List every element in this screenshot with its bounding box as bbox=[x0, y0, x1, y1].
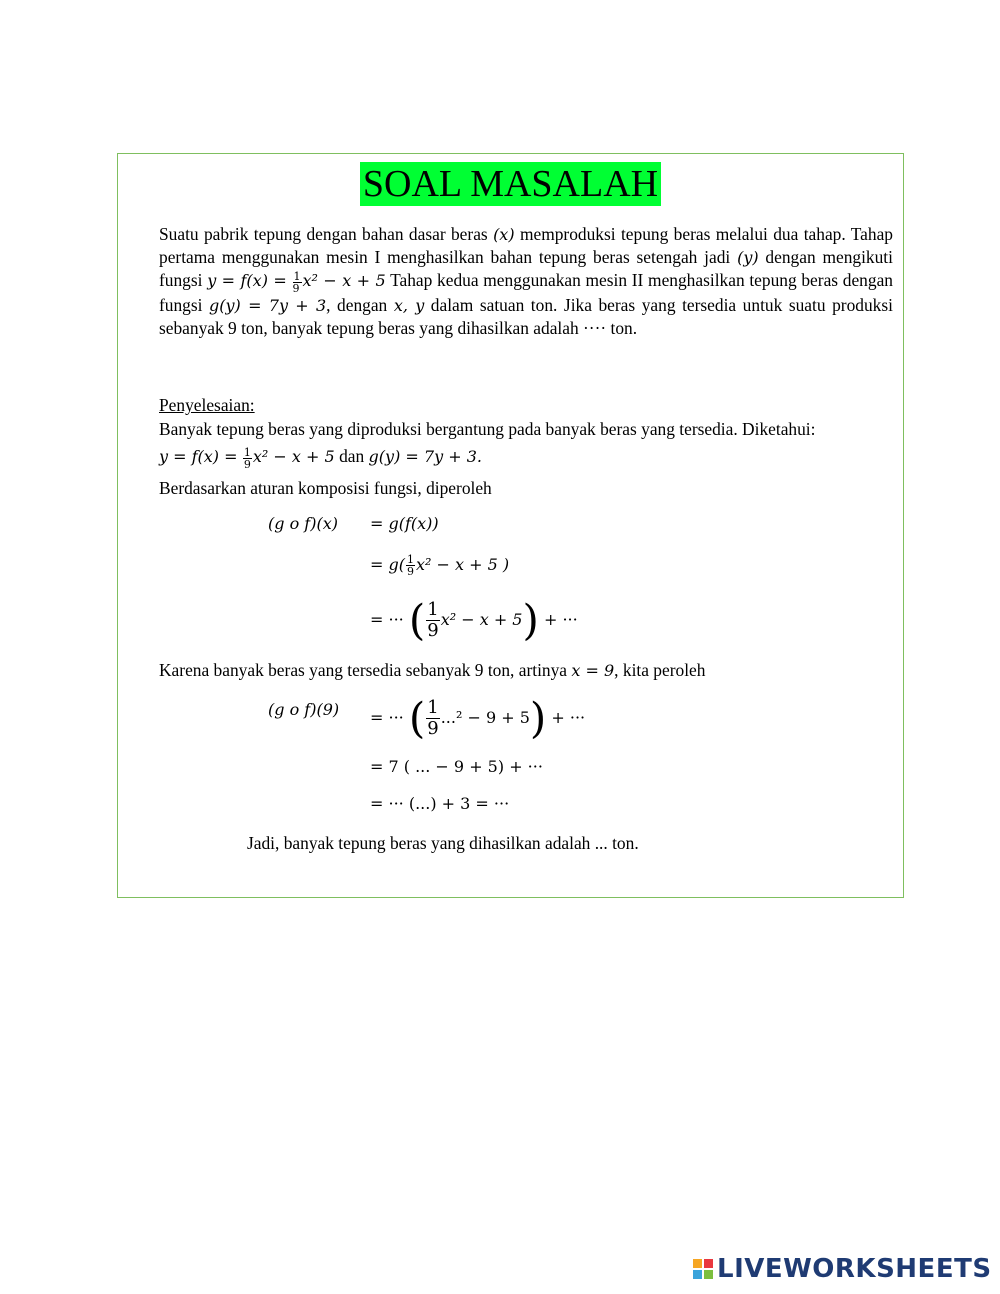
step4-left: (g o f)(9) bbox=[268, 700, 340, 719]
step5: = 7 ( ... − 9 + 5) + ··· bbox=[370, 757, 543, 776]
step1-right: = g(f(x)) bbox=[370, 514, 439, 533]
karena-line: Karena banyak beras yang tersedia sebanyak 9 ton, artinya x = 9, kita peroleh bbox=[159, 660, 706, 680]
fraction-one-ninth: $\frac{1}{9}$ bbox=[292, 269, 301, 295]
liveworksheets-logo-icon bbox=[693, 1259, 713, 1279]
solution-intro: Banyak tepung beras yang diproduksi bergantung pada banyak beras yang tersedia. Diketahui: bbox=[159, 419, 816, 439]
step3: = ··· ( $\frac{1}{9}$ x² − x + 5) + ··· bbox=[370, 595, 578, 645]
given-functions: y = f(x) = $\frac{1}{9}$ x² − x + 5 dan g(y) = 7y + 3. bbox=[159, 445, 482, 471]
step4: = ··· ( $\frac{1}{9}$ ...² − 9 + 5) + ··· bbox=[370, 693, 586, 743]
solution-heading: Penyelesaian: bbox=[159, 395, 255, 415]
page-title: SOAL MASALAH bbox=[360, 162, 661, 206]
problem-paragraph: Suatu pabrik tepung dengan bahan dasar beras (x) memproduksi tepung beras melalui dua tahap. Tahap pertama menggunakan mesin I menghasilkan bahan tepung beras setengah jadi (y) dengan mengikuti fungsi y = f(x) = $\frac{1}{9}$ x² − x + 5 Tahap kedua menggunakan mesin II menghasilkan tepung beras dengan fungsi g(y) = 7y + 3, dengan x, y dalam satuan ton. Jika beras yang tersedia untuk suatu produksi sebanyak 9 ton, banyak tepung beras yang dihasilkan adalah ···· ton. bbox=[159, 224, 893, 338]
logo-text: LIVEWORKSHEETS bbox=[717, 1254, 992, 1284]
step2: = g( $\frac{1}{9}$ x² − x + 5 ) bbox=[370, 553, 510, 578]
composition-text: Berdasarkan aturan komposisi fungsi, diperoleh bbox=[159, 478, 492, 498]
step6: = ··· (...) + 3 = ··· bbox=[370, 794, 510, 813]
liveworksheets-logo bbox=[693, 1255, 992, 1283]
conclusion: Jadi, banyak tepung beras yang dihasilkan adalah ... ton. bbox=[247, 833, 639, 853]
step1-left: (g o f)(x) bbox=[268, 514, 338, 533]
